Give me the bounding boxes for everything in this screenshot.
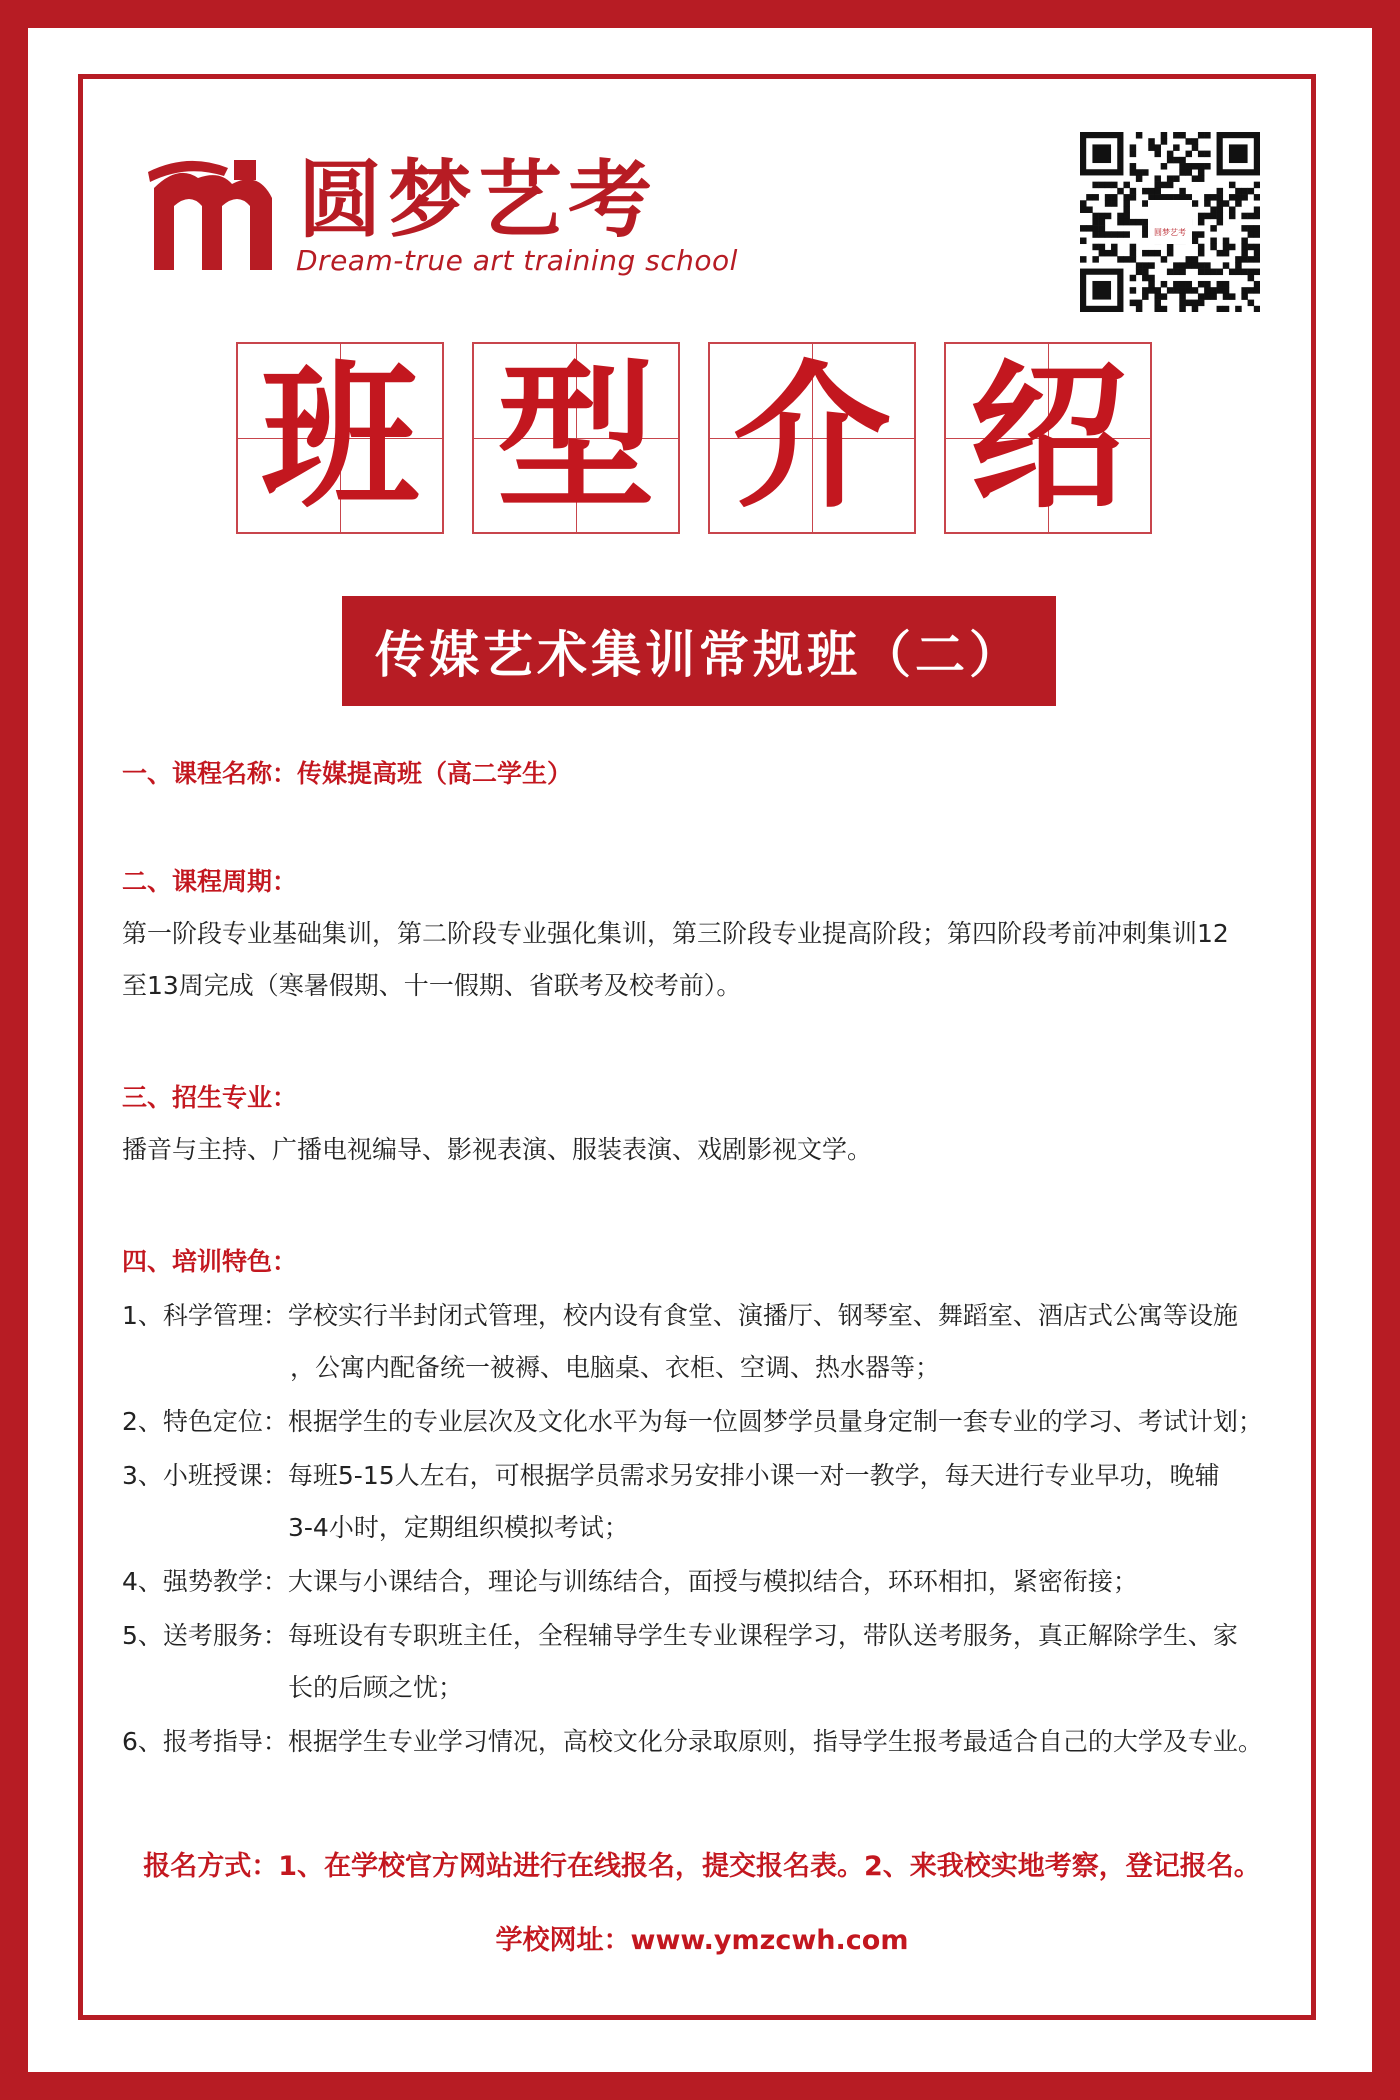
banner-title: 传媒艺术集训常规班（二） <box>375 626 1023 684</box>
title-box <box>944 342 1152 534</box>
course-cycle-line: 至13周完成（寒暑假期、十一假期、省联考及校考前）。 <box>122 971 742 1000</box>
majors-heading: 三、招生专业： <box>122 1083 298 1112</box>
feature-item-continuation: ，公寓内配备统一被褥、电脑桌、衣柜、空调、热水器等； <box>290 1353 941 1382</box>
signup-methods: 报名方式：1、在学校官方网站进行在线报名，提交报名表。2、来我校实地考察，登记报名。 <box>143 1851 1261 1882</box>
title-char: 型 <box>497 345 655 530</box>
class-banner <box>342 596 1056 706</box>
logo-english-name: Dream-true art training school <box>296 244 738 277</box>
qr-badge-label: 圆梦艺考 <box>1154 228 1186 237</box>
title-box <box>472 342 680 534</box>
feature-item: 4、强势教学：大课与小课结合，理论与训练结合，面授与模拟结合，环环相扣，紧密衔接； <box>122 1567 1138 1596</box>
feature-item: 1、科学管理：学校实行半封闭式管理，校内设有食堂、演播厅、钢琴室、舞蹈室、酒店式公寓等设施 <box>122 1301 1238 1330</box>
course-name-heading: 一、课程名称：传媒提高班（高二学生） <box>122 759 573 788</box>
feature-item-continuation: 3-4小时，定期组织模拟考试； <box>288 1513 629 1542</box>
title-char: 绍 <box>969 345 1127 530</box>
feature-item: 5、送考服务：每班设有专职班主任，全程辅导学生专业课程学习，带队送考服务，真正解除学生、家 <box>122 1621 1238 1650</box>
school-website-link[interactable]: 学校网址：www.ymzcwh.com <box>495 1925 909 1956</box>
majors-list: 播音与主持、广播电视编导、影视表演、服装表演、戏剧影视文学。 <box>122 1135 873 1164</box>
course-cycle-line: 第一阶段专业基础集训，第二阶段专业强化集训，第三阶段专业提高阶段；第四阶段考前冲刺集训12 <box>122 919 1229 948</box>
logo-chinese-name: 圆梦艺考 <box>298 151 659 249</box>
logo-m-icon <box>148 158 278 272</box>
feature-item-continuation: 长的后顾之忧； <box>288 1673 464 1702</box>
title-box <box>708 342 916 534</box>
feature-item: 3、小班授课：每班5-15人左右，可根据学员需求另安排小课一对一教学，每天进行专业早功，晚辅 <box>122 1461 1220 1490</box>
qr-code <box>1080 132 1260 312</box>
title-box <box>236 342 444 534</box>
features-heading: 四、培训特色： <box>122 1247 298 1276</box>
feature-item: 2、特色定位：根据学生的专业层次及文化水平为每一位圆梦学员量身定制一套专业的学习、考试计划； <box>122 1407 1263 1436</box>
feature-item: 6、报考指导：根据学生专业学习情况，高校文化分录取原则，指导学生报考最适合自己的大学及专业。 <box>122 1727 1263 1756</box>
page-title <box>236 342 1156 536</box>
title-char: 班 <box>261 345 419 530</box>
title-char: 介 <box>733 345 891 530</box>
qr-center-logo <box>1148 200 1192 244</box>
course-cycle-heading: 二、课程周期： <box>122 867 298 896</box>
school-logo <box>148 151 738 282</box>
